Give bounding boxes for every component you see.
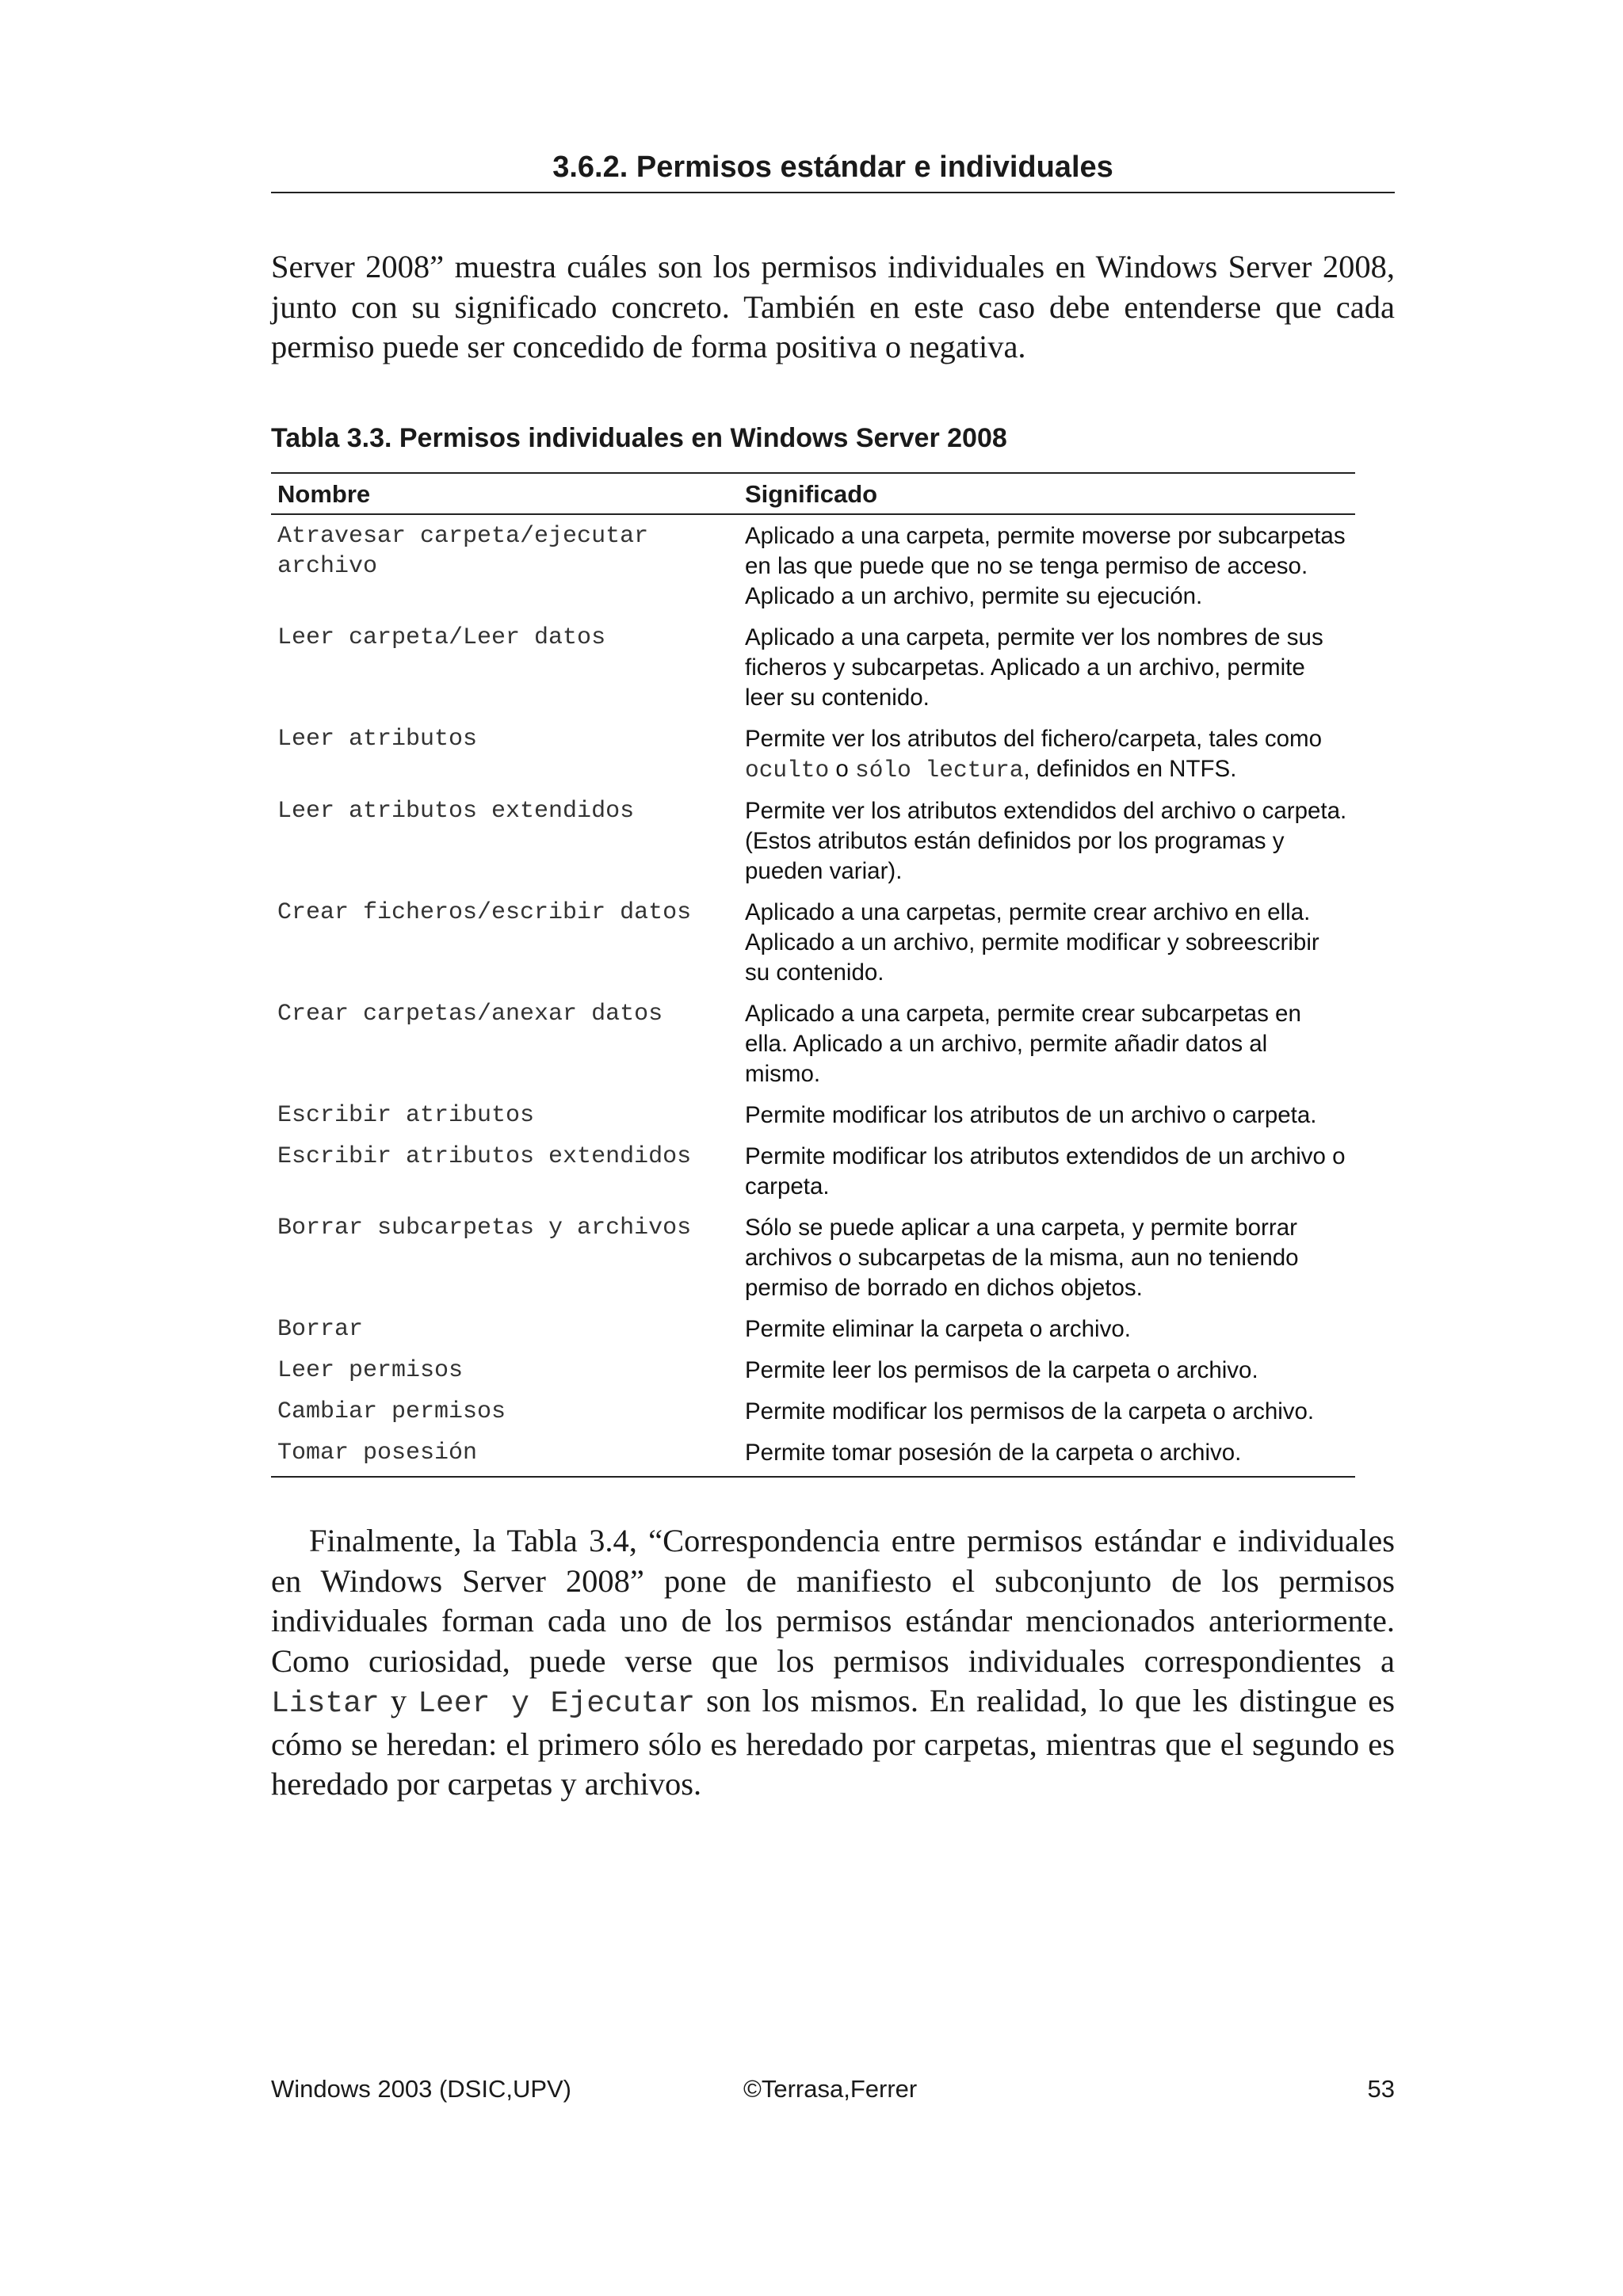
permission-name: Crear ficheros/escribir datos — [277, 899, 692, 926]
permission-name: Escribir atributos extendidos — [277, 1143, 692, 1170]
code-term-solo-lectura: sólo lectura — [855, 757, 1024, 784]
permission-name: Escribir atributos — [277, 1102, 535, 1129]
permission-name: Leer permisos — [277, 1357, 464, 1384]
table-row — [271, 1311, 1355, 1352]
table-row — [271, 514, 1355, 620]
permission-meaning: Sólo se puede aplicar a una carpeta, y permite borrar archivos o subcarpetas de la misma, aun no teniendo permiso de borrado en dichos objetos. — [745, 1215, 1299, 1301]
permission-meaning: Permite modificar los atributos de un archivo o carpeta. — [745, 1102, 1317, 1128]
table-header-row — [271, 473, 1355, 514]
page-footer — [271, 2069, 1395, 2109]
permission-meaning: Permite modificar los permisos de la carpeta o archivo. — [745, 1398, 1315, 1425]
footer-center: ©Terrasa,Ferrer — [743, 2075, 918, 2103]
final-text: son los mismos. En realidad, lo que les distingue es cómo se heredan: el primero sólo es heredado por carpetas, mientras que el segundo es heredado por carpetas y archivos. — [271, 1683, 1396, 1802]
table-row — [271, 1352, 1355, 1394]
permission-name: Tomar posesión — [277, 1440, 478, 1466]
table-row — [271, 793, 1355, 894]
code-term-listar: Listar — [271, 1687, 380, 1721]
final-text: y — [390, 1683, 407, 1718]
permission-name: Leer carpeta/Leer datos — [277, 624, 606, 651]
footer-left: Windows 2003 (DSIC,UPV) — [271, 2075, 572, 2103]
permission-name: Borrar — [277, 1316, 364, 1343]
permissions-table — [271, 472, 1355, 1478]
table-caption: Tabla 3.3. Permisos individuales en Windows Server 2008 — [271, 423, 1007, 453]
permission-meaning: Permite ver los atributos extendidos del archivo o carpeta. (Estos atributos están definidos por los programas y pueden variar). — [745, 798, 1347, 884]
table-row — [271, 1210, 1355, 1311]
permission-meaning: Permite leer los permisos de la carpeta o archivo. — [745, 1357, 1258, 1383]
final-paragraph — [271, 1521, 1395, 1805]
section-heading: 3.6.2. Permisos estándar e individuales — [271, 143, 1395, 193]
table-row — [271, 1394, 1355, 1435]
meaning-text: o — [835, 756, 849, 782]
permission-name: Borrar subcarpetas y archivos — [277, 1215, 692, 1241]
table-row — [271, 1435, 1355, 1477]
table-row — [271, 996, 1355, 1097]
permission-meaning: Aplicado a una carpeta, permite ver los nombres de sus ficheros y subcarpetas. Aplicado a un archivo, permite leer su contenido. — [745, 624, 1323, 711]
permission-meaning: Aplicado a una carpeta, permite moverse por subcarpetas en las que puede que no se tenga permiso de acceso. Aplicado a un archivo, permite su ejecución. — [745, 523, 1346, 609]
table-row — [271, 1097, 1355, 1138]
permission-name: Crear carpetas/anexar datos — [277, 1001, 663, 1028]
code-term-oculto: oculto — [745, 757, 830, 784]
permission-meaning: Aplicado a una carpeta, permite crear subcarpetas en ella. Aplicado a un archivo, permite añadir datos al mismo. — [745, 1001, 1301, 1087]
final-text: Finalmente, la Tabla 3.4, “Correspondencia entre permisos estándar e individuales en Windows Server 2008” pone de manifiesto el subconjunto de los permisos individuales forman cada uno de los permisos estándar mencionados anteriormente. Como curiosidad, puede verse que los permisos individuales correspondientes a — [271, 1523, 1395, 1679]
intro-paragraph: Server 2008” muestra cuáles son los permisos individuales en Windows Server 2008, junto con su significado concreto. También en este caso debe entenderse que cada permiso puede ser concedido de forma positiva o negativa. — [271, 249, 1395, 364]
table-row — [271, 721, 1355, 793]
table-row — [271, 1138, 1355, 1210]
permission-meaning: Permite tomar posesión de la carpeta o archivo. — [745, 1440, 1242, 1466]
meaning-text: Permite ver los atributos del fichero/carpeta, tales como — [745, 726, 1322, 752]
permission-name: Cambiar permisos — [277, 1398, 506, 1425]
code-term-leer-y-ejecutar: Leer y Ejecutar — [418, 1687, 696, 1721]
column-header-meaning: Significado — [739, 473, 1355, 514]
permission-meaning: Permite eliminar la carpeta o archivo. — [745, 1316, 1131, 1342]
table-row — [271, 894, 1355, 996]
permission-meaning: Aplicado a una carpetas, permite crear archivo en ella. Aplicado a un archivo, permite modificar y sobreescribir su contenido. — [745, 899, 1319, 986]
table-row — [271, 620, 1355, 721]
column-header-name: Nombre — [271, 473, 739, 514]
permission-meaning — [739, 721, 1355, 793]
page-number: 53 — [1367, 2075, 1395, 2103]
permission-meaning: Permite modificar los atributos extendidos de un archivo o carpeta. — [745, 1143, 1346, 1199]
meaning-text: , definidos en NTFS. — [1023, 756, 1237, 782]
permission-name: Leer atributos extendidos — [277, 798, 635, 825]
permission-name: Atravesar carpeta/ejecutar archivo — [277, 523, 649, 580]
permission-name: Leer atributos — [277, 726, 478, 753]
